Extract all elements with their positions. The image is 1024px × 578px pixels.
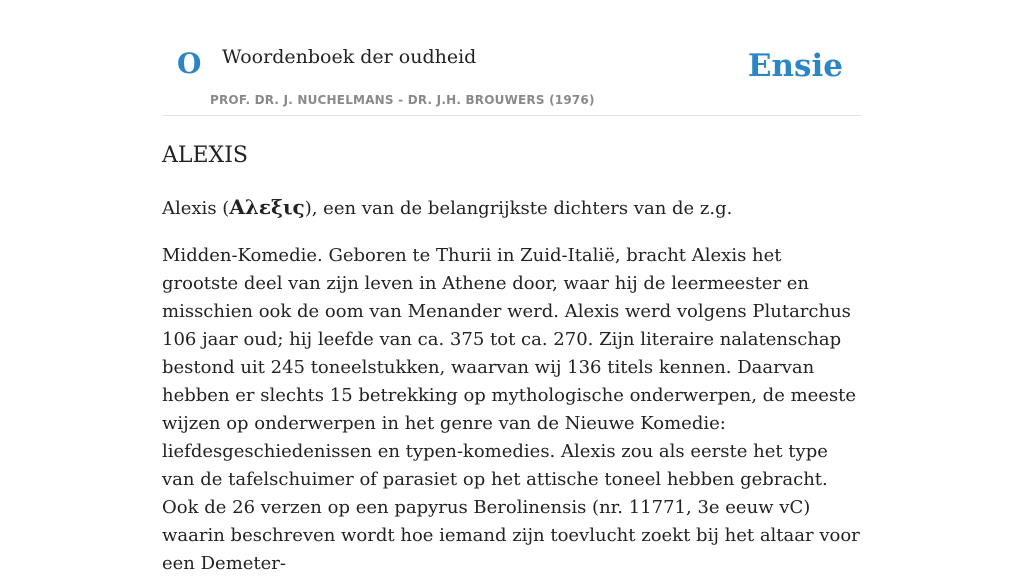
intro-text-before: Alexis ( [162,198,230,219]
greek-name: Αλεξις [229,195,305,219]
entry-intro-paragraph [162,193,862,223]
intro-text-after: ), een van de belangrijkste dichters van de z.g. [304,198,733,219]
brand-logo-link[interactable]: Ensie [747,48,843,84]
article-card [162,0,862,578]
entry-body-paragraph: Midden-Komedie. Geboren te Thurii in Zuid-Italië, bracht Alexis het grootste deel van zijn leven in Athene door, waar hij de leermeester en misschien ook de oom van Menander werd. Alexis werd volgens Plutarchus 106 jaar oud; hij leefde van ca. 375 tot ca. 270. Zijn literaire nalatenschap bestond uit 245 toneelstukken, waarvan wij 136 titels kennen. Daarvan hebben er slechts 15 betrekking op mythologische onderwerpen, de meeste wijzen op onderwerpen in het genre van de Nieuwe Komedie: liefdesgeschiedenissen en typen-komedies. Alexis zou als eerste het type van de tafelschuimer of parasiet op het attische toneel hebben gebracht. Ook de 26 verzen op een papyrus Berolinensis (nr. 11771, 3e eeuw vC) waarin beschreven wordt hoe iemand zijn toevlucht zoekt bij het altaar voor een Demeter- [162,245,860,574]
article-header [162,0,862,116]
entry-title: ALEXIS [162,143,248,168]
book-title: Woordenboek der oudheid [222,46,477,68]
authors-line: PROF. DR. J. NUCHELMANS - DR. J.H. BROUWERS (1976) [210,93,595,107]
index-letter: O [177,47,202,80]
